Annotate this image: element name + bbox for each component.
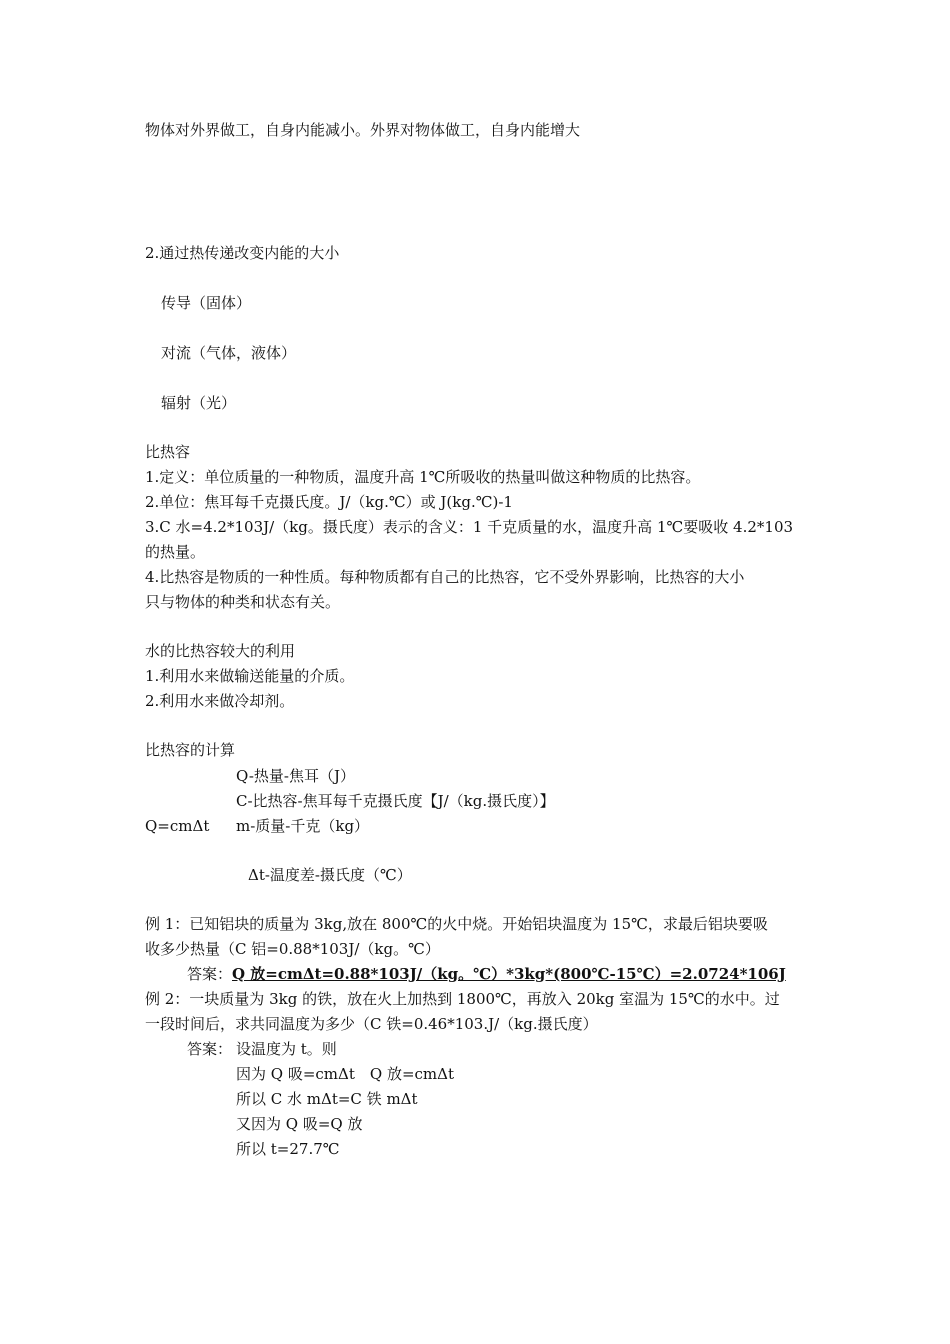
example2-question: 例 2：一块质量为 3kg 的铁，放在火上加热到 1800℃，再放入 20kg 室温为 15℃的水中。过 [145,990,780,1008]
example2-question-cont: 一段时间后，求共同温度为多少（C 铁=0.46*103.J/（kg.摄氏度） [145,1015,598,1033]
example2-answer-label: 答案： [187,1040,233,1058]
heat-transfer-heading: 2.通过热传递改变内能的大小 [145,244,340,262]
specific-heat-property-cont: 只与物体的种类和状态有关。 [145,593,341,611]
calc-def-specific-heat: C-比热容-焦耳每千克摄氏度【J/（kg.摄氏度）】 [236,792,555,810]
example1-answer [187,964,786,984]
calc-heading: 比热容的计算 [145,741,236,759]
specific-heat-definition: 1.定义：单位质量的一种物质，温度升高 1℃所吸收的热量叫做这种物质的比热容。 [145,468,701,486]
example2-step-1: 设温度为 t。则 [236,1040,337,1058]
water-use-heading: 水的比热容较大的利用 [145,642,296,660]
example2-step-3: 所以 C 水 mΔt=C 铁 mΔt [236,1090,418,1108]
water-use-item-coolant: 2.利用水来做冷却剂。 [145,692,295,710]
calc-def-heat: Q-热量-焦耳（J） [236,767,355,785]
heat-transfer-item-radiation: 辐射（光） [161,394,237,412]
example2-step-4: 又因为 Q 吸=Q 放 [236,1115,363,1133]
calc-def-mass: m-质量-千克（kg） [236,817,370,835]
heat-transfer-item-convection: 对流（气体，液体） [161,344,297,362]
specific-heat-unit: 2.单位：焦耳每千克摄氏度。J/（kg.℃）或 J(kg.℃)-1 [145,493,513,511]
example1-answer-formula: Q 放=cmΔt= [232,965,335,983]
example1-question-cont: 收多少热量（C 铝=0.88*103J/（kg。℃） [145,940,440,958]
specific-heat-heading: 比热容 [145,443,191,461]
example1-answer-value: 0.88*103J/（kg。℃）*3kg*(800℃-15℃）=2.0724*106J [334,965,786,983]
example2-step-5: 所以 t=27.7℃ [236,1140,340,1158]
specific-heat-water-meaning: 3.C 水=4.2*103J/（kg。摄氏度）表示的含义：1 千克质量的水，温度升高 1℃要吸收 4.2*103 [145,518,794,536]
water-use-item-transport: 1.利用水来做输送能量的介质。 [145,667,355,685]
example1-answer-label: 答案： [187,965,233,983]
intro-paragraph: 物体对外界做工，自身内能减小。外界对物体做工，自身内能增大 [145,121,581,139]
calc-formula: Q=cmΔt [145,817,210,835]
specific-heat-property: 4.比热容是物质的一种性质。每种物质都有自己的比热容，它不受外界影响，比热容的大小 [145,568,745,586]
specific-heat-water-meaning-cont: 的热量。 [145,543,206,561]
example2-step-2: 因为 Q 吸=cmΔt Q 放=cmΔt [236,1065,455,1083]
calc-def-temperature-diff: Δt-温度差-摄氏度（℃） [248,866,412,884]
heat-transfer-item-conduction: 传导（固体） [161,294,252,312]
example1-question: 例 1：已知铝块的质量为 3kg,放在 800℃的火中烧。开始铝块温度为 15℃，求最后铝块要吸 [145,915,768,933]
